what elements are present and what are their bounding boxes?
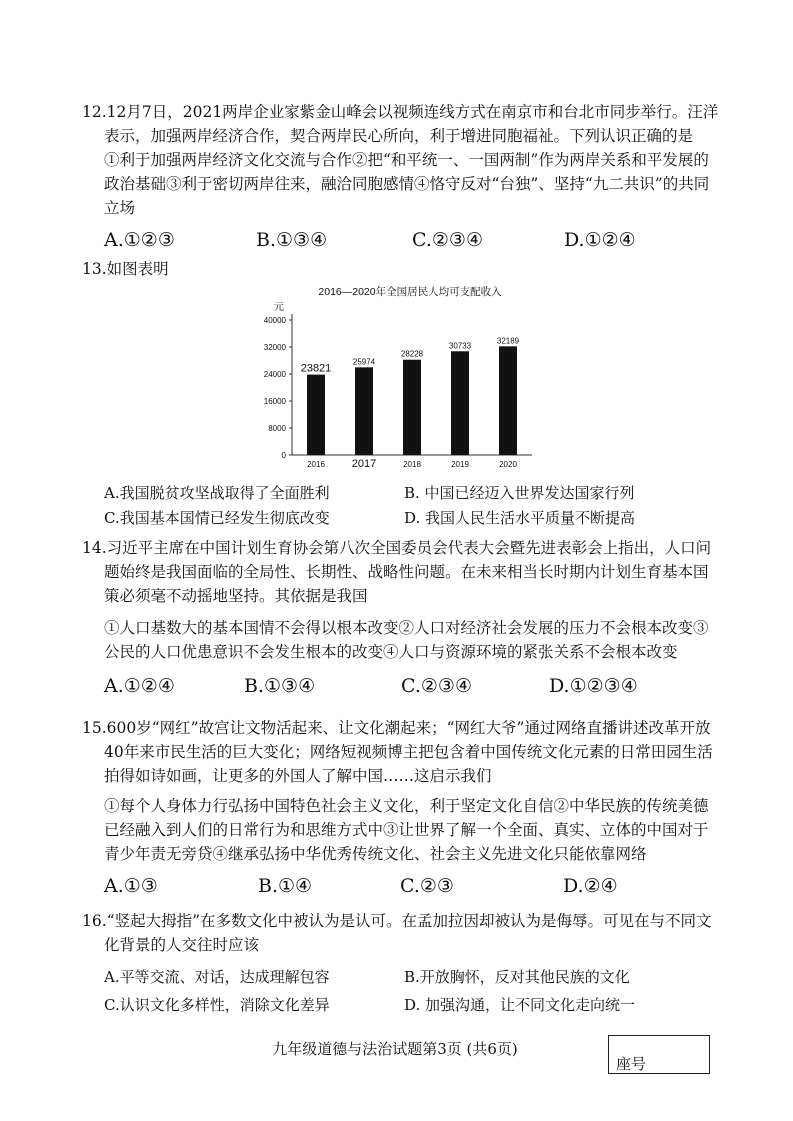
question-12-stem: 12.12月7日，2021两岸企业家紫金山峰会以视频连线方式在南京市和台北市同步举行。汪洋表示，加强两岸经济合作，契合两岸民心所向，利于增进同胞福祉。下列认识正确的是 — [82, 103, 719, 145]
question-12-options — [82, 224, 722, 256]
question-15-statements: ①每个人身体力行弘扬中国特色社会主义文化，利于坚定文化自信②中华民族的传统美德已经融入到人们的日常行为和思维方式中③让世界了解一个全面、真实、立体的中国对于青少年责无旁贷④继承弘扬中华优秀传统文化、社会主义先进文化只能依靠网络 — [104, 797, 709, 863]
chart-y-tick-label: 16000 — [263, 397, 286, 406]
page-footer-title: 九年级道德与法治试题第3页 (共6页) — [272, 1040, 518, 1058]
option-b[interactable]: B.①③④ — [244, 675, 316, 697]
chart-bar-2016 — [307, 375, 325, 455]
question-12 — [82, 100, 722, 256]
chart-y-tick-label: 32000 — [263, 343, 286, 352]
chart-y-tick-label: 0 — [281, 451, 286, 460]
chart-y-unit-label: 元 — [274, 302, 284, 313]
chart-data-label-2017: 25974 — [352, 357, 376, 367]
question-15-options — [82, 870, 722, 902]
option-b[interactable]: B.①④ — [258, 875, 313, 897]
question-13 — [82, 257, 722, 281]
option-c[interactable]: C.认识文化多样性，消除文化差异 — [104, 996, 330, 1014]
option-c[interactable]: C.②③④ — [401, 675, 472, 697]
chart-data-label-2018: 28228 — [400, 349, 424, 359]
option-d[interactable]: D. 加强沟通，让不同文化走向统一 — [404, 996, 636, 1014]
chart-bar-2017 — [355, 367, 373, 455]
option-a[interactable]: A.①③ — [104, 875, 158, 897]
question-12-statements: ①利于加强两岸经济文化交流与合作②把“和平统一、一国两制”作为两岸关系和平发展的政治基础③利于密切两岸往来，融洽同胞感情④恪守反对“台独”、坚持“九二共识”的共同立场 — [104, 151, 710, 217]
question-14-options — [82, 670, 722, 702]
chart-x-tick-label-2017: 2017 — [351, 458, 377, 470]
chart-title: 2016—2020年全国居民人均可支配收入 — [318, 286, 502, 298]
chart-y-tick-label: 24000 — [263, 370, 286, 379]
option-c[interactable]: C.②③④ — [412, 229, 483, 251]
question-14-stem: 14.习近平主席在中国计划生育协会第八次全国委员会代表大会暨先进表彰会上指出，人口问题始终是我国面临的全局性、长期性、战略性问题。在未来相当长时期内计划生育基本国策必须毫不动摇地坚持。其依据是我国 — [82, 539, 712, 605]
question-15-stem: 15.600岁“网红”故宫让文物活起来、让文化潮起来；“网红大爷”通过网络直播讲述改革开放40年来市民生活的巨大变化；网络短视频博主把包含着中国传统文化元素的日常田园生活拍得如诗如画，让更多的外国人了解中国……这启示我们 — [82, 719, 713, 785]
question-16 — [82, 909, 722, 1019]
chart-x-tick-label-2020: 2020 — [499, 460, 517, 469]
option-d[interactable]: D.②④ — [563, 875, 618, 897]
option-c[interactable]: C.我国基本国情已经发生彻底改变 — [104, 509, 330, 527]
option-d[interactable]: D.①②③④ — [549, 675, 638, 697]
option-a[interactable]: A.①②③ — [104, 229, 175, 251]
chart-bar-2018 — [403, 360, 421, 455]
question-13-stem: 13.如图表明 — [82, 260, 169, 278]
question-14-statements: ①人口基数大的基本国情不会得以根本改变②人口对经济社会发展的压力不会根本改变③公民的人口优患意识不会发生根本的改变④人口与资源环境的紧张关系不会根本改变 — [104, 619, 709, 661]
question-16-options — [82, 963, 722, 1019]
option-c[interactable]: C.②③ — [400, 875, 454, 897]
option-b[interactable]: B.①③④ — [256, 229, 328, 251]
option-d[interactable]: D. 我国人民生活水平质量不断提高 — [404, 509, 636, 527]
question-15 — [82, 716, 722, 902]
option-b[interactable]: B. 中国已经迈入世界发达国家行列 — [404, 484, 635, 502]
chart-x-tick-label-2016: 2016 — [307, 460, 325, 469]
question-14 — [82, 536, 722, 702]
chart-x-tick-label-2018: 2018 — [403, 460, 421, 469]
question-16-stem: 16.“竖起大拇指”在多数文化中被认为是认可。在孟加拉因却被认为是侮辱。可见在与不同文化背景的人交往时应该 — [82, 912, 712, 954]
chart-bar-2020 — [499, 346, 517, 455]
chart-x-tick-label-2019: 2019 — [451, 460, 469, 469]
seat-number-label: 座号 — [616, 1055, 647, 1073]
question-13-options-block — [82, 481, 722, 531]
chart-data-label-2020: 32189 — [496, 336, 520, 346]
chart-y-tick-label: 8000 — [268, 424, 286, 433]
chart-y-tick-label: 40000 — [263, 316, 286, 325]
income-bar-chart — [240, 280, 540, 475]
option-a[interactable]: A.平等交流、对话，达成理解包容 — [104, 968, 330, 986]
option-d[interactable]: D.①②④ — [564, 229, 636, 251]
option-b[interactable]: B.开放胸怀，反对其他民族的文化 — [404, 968, 630, 986]
chart-bar-2019 — [451, 351, 469, 455]
chart-data-label-2016: 23821 — [300, 362, 332, 375]
question-13-options — [82, 481, 722, 531]
chart-data-label-2019: 30733 — [448, 341, 472, 351]
option-a[interactable]: A.我国脱贫攻坚战取得了全面胜利 — [104, 484, 330, 502]
option-a[interactable]: A.①②④ — [104, 675, 175, 697]
